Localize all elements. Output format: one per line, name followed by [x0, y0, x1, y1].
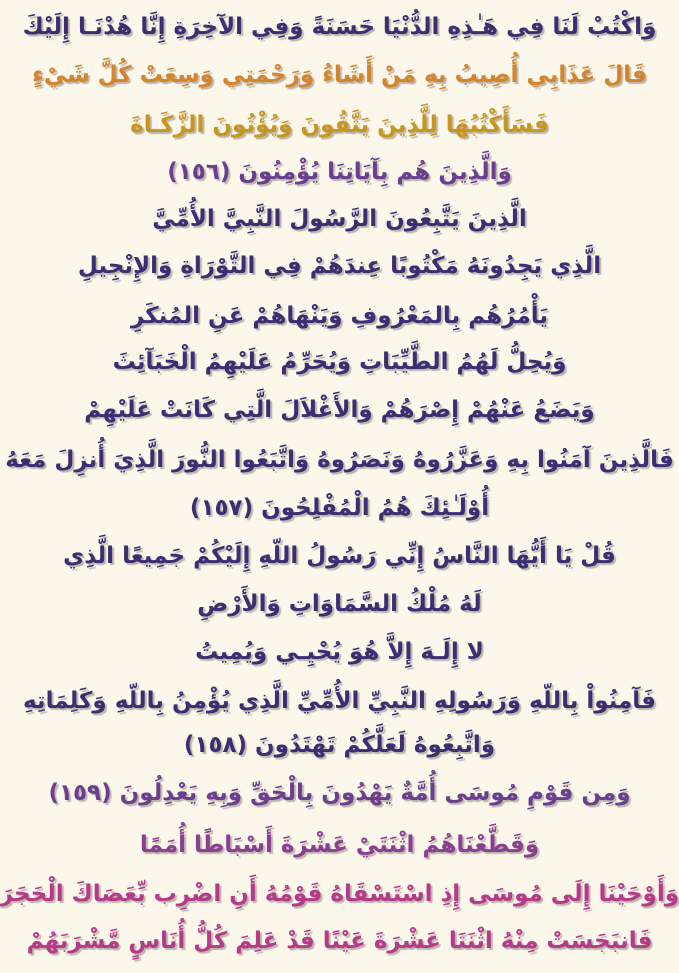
verse-line-18: وَقَطَّعْنَاهُمُ اثْنَتَيْ عَشْرَةَ أَسْبَاطًا أُمَمًا — [139, 832, 540, 858]
verse-line-11: أُوْلَـٰئِكَ هُمُ الْمُفْلِحُونَ (١٥٧) — [189, 495, 490, 521]
verse-line-7: يَأْمُرُهُم بِالمَعْرُوفِ وَيَنْهَاهُمْ عَنِ المُنكَرِ — [130, 303, 548, 329]
verse-line-20: فَانبَجَسَتْ مِنْهُ اثْنَتَا عَشْرَةَ عَيْنًا قَدْ عَلِمَ كُلُّ أُنَاسٍ مَّشْرَبَهُمْ — [26, 928, 653, 954]
verse-line-10: فَالَّذِينَ آمَنُوا بِهِ وَعَزَّرُوهُ وَنَصَرُوهُ وَاتَّبَعُوا النُّورَ الَّذِيَ أُنزِلَ مَعَهُ — [5, 447, 674, 473]
verse-line-9: وَيَضَعُ عَنْهُمْ إِصْرَهُمْ وَالأَغْلاَلَ الَّتِي كَانَتْ عَلَيْهِمْ — [84, 397, 595, 423]
verse-line-4: وَالَّذِينَ هُم بِآيَاتِنَا يُؤْمِنُونَ (١٥٦) — [167, 159, 512, 185]
verse-line-16: وَاتَّبِعُوهُ لَعَلَّكُمْ تَهْتَدُونَ (١٥٨) — [183, 732, 496, 758]
verse-line-6: الَّذِي يَجِدُونَهُ مَكْتُوبًا عِندَهُمْ فِي التَّوْرَاةِ وَالإِنْجِيلِ — [77, 253, 602, 279]
verse-line-2: قَالَ عَذَابِي أُصِيبُ بِهِ مَنْ أَشَاءُ وَرَحْمَتِي وَسِعَتْ كُلَّ شَيْءٍ — [32, 62, 647, 88]
verse-line-17: وَمِن قَوْمِ مُوسَى أُمَّةٌ يَهْدُونَ بِالْحَقِّ وَبِهِ يَعْدِلُونَ (١٥٩) — [48, 780, 631, 806]
verse-line-14: لا إِلَـهَ إِلاَّ هُوَ يُحْيِـي وَيُمِيتُ — [195, 639, 484, 665]
verse-line-13: لَهُ مُلْكُ السَّمَاوَاتِ وَالأَرْضِ — [197, 591, 482, 617]
verse-line-1: وَاكْتُبْ لَنَا فِي هَـٰذِهِ الدُّنْيَا حَسَنَةً وَفِي الآخِرَةِ إِنَّا هُدْنَـا إِلَيْكَ — [22, 14, 657, 40]
verse-line-3: فَسَأَكْتُبُهَا لِلَّذِينَ يَتَّقُونَ وَيُؤْتُونَ الزَّكَـاةَ — [130, 112, 549, 138]
verse-line-12: قُلْ يَا أَيُّهَا النَّاسُ إِنِّي رَسُولُ اللّهِ إِلَيْكُمْ جَمِيعًا الَّذِي — [63, 543, 616, 569]
verse-line-19: وَأَوْحَيْنَا إِلَى مُوسَى إِذِ اسْتَسْقَاهُ قَوْمُهُ أَنِ اضْرِب بِّعَصَاكَ الْحَجَرَ — [0, 881, 679, 907]
verse-line-5: الَّذِينَ يَتَّبِعُونَ الرَّسُولَ النَّبِيَّ الأُمِّيَّ — [152, 206, 527, 232]
verse-line-15: فَآمِنُواْ بِاللّهِ وَرَسُولِهِ النَّبِيِّ الأُمِّيِّ الَّذِي يُؤْمِنُ بِاللّهِ وَكَلِمَاتِهِ — [22, 688, 656, 714]
verse-line-8: وَيُحِلُّ لَهُمُ الطَّيِّبَاتِ وَيُحَرِّمُ عَلَيْهِمُ الْخَبَآئِثَ — [112, 349, 567, 375]
